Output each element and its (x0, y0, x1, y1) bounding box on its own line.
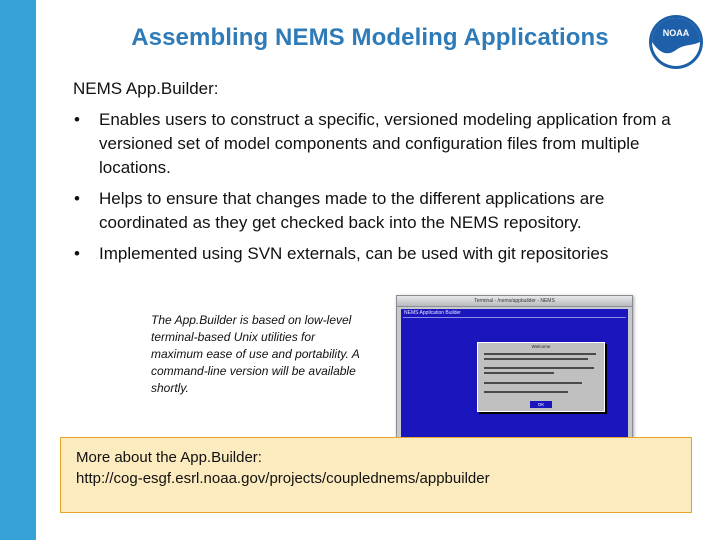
dialog-text-line (484, 353, 596, 355)
more-info-link[interactable]: http://cog-esgf.esrl.noaa.gov/projects/couplednems/appbuilder (76, 470, 490, 487)
dialog-text-line (484, 358, 588, 360)
dialog-text-line (484, 372, 554, 374)
list-item (72, 242, 692, 266)
bullet-list (72, 108, 692, 273)
dialog-ok-button: OK (530, 401, 552, 408)
terminal-screen (401, 309, 628, 450)
dialog-title: Welcome (531, 344, 551, 349)
bullet-icon: • (74, 244, 80, 263)
bullet-text: Implemented using SVN externals, can be used with git repositories (99, 244, 609, 263)
noaa-logo-text: NOAA (662, 28, 690, 38)
list-item (72, 187, 692, 235)
intro-text: NEMS App.Builder: (73, 79, 219, 98)
screenshot-window-title: Terminal - /nems/appbuilder - NEMS (397, 296, 632, 307)
bullet-text: Enables users to construct a specific, versioned modeling application from a versioned set of model components and configuration files from multiple locations. (99, 110, 671, 177)
terminal-screen-title: NEMS Application Builder (404, 310, 461, 316)
list-item (72, 108, 692, 180)
terminal-divider (403, 317, 626, 318)
more-info-heading: More about the App.Builder: (76, 449, 262, 466)
dialog-text-line (484, 382, 582, 384)
dialog-text-line (484, 367, 594, 369)
bullet-icon: • (74, 189, 80, 208)
dialog-text-line (484, 391, 568, 393)
appbuilder-screenshot (396, 295, 633, 455)
noaa-logo-icon (648, 14, 704, 70)
more-info-box (60, 437, 692, 513)
bullet-text: Helps to ensure that changes made to the different applications are coordinated as they get checked back into the NEMS repository. (99, 189, 605, 232)
slide-title: Assembling NEMS Modeling Applications (131, 24, 609, 51)
left-accent-bar (0, 0, 36, 540)
welcome-dialog (477, 342, 605, 412)
bullet-icon: • (74, 110, 80, 129)
screenshot-caption: The App.Builder is based on low-level terminal-based Unix utilities for maximum ease of use and portability. A command-line version will be available shortly. (151, 313, 360, 395)
